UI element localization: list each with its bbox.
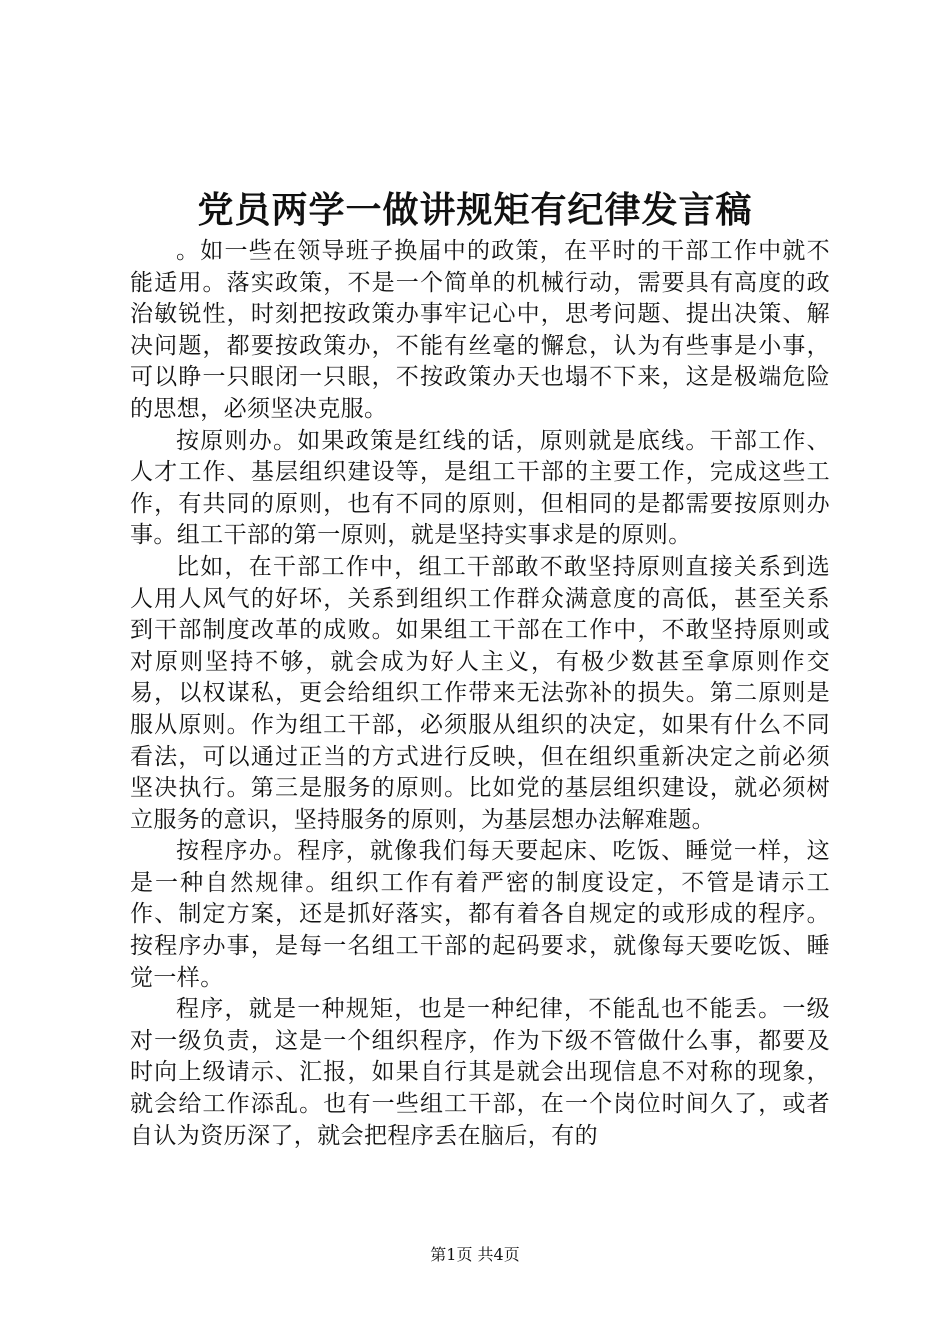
- paragraph: 。如一些在领导班子换届中的政策，在平时的干部工作中就不能适用。落实政策，不是一个简单的机械行动，需要具有高度的政治敏锐性，时刻把按政策办事牢记心中，思考问题、提出决策、解决问题，都要按政策办，不能有丝毫的懈怠，认为有些事是小事，可以睁一只眼闭一只眼，不按政策办天也塌不下来，这是极端危险的思想，必须坚决克服。: [130, 238, 830, 422]
- page-footer: 第1页 共4页: [430, 1245, 520, 1264]
- paragraph: 按程序办。程序，就像我们每天要起床、吃饭、睡觉一样，这是一种自然规律。组织工作有着严密的制度设定，不管是请示工作、制定方案，还是抓好落实，都有着各自规定的或形成的程序。按程序办事，是每一名组工干部的起码要求，就像每天要吃饭、睡觉一样。: [130, 838, 830, 991]
- paragraph: 按原则办。如果政策是红线的话，原则就是底线。干部工作、人才工作、基层组织建设等，是组工干部的主要工作，完成这些工作，有共同的原则，也有不同的原则，但相同的是都需要按原则办事。组工干部的第一原则，就是坚持实事求是的原则。: [130, 427, 830, 549]
- document-title: 党员两学一做讲规矩有纪律发言稿: [197, 189, 753, 231]
- paragraph: 比如，在干部工作中，组工干部敢不敢坚持原则直接关系到选人用人风气的好坏，关系到组织工作群众满意度的高低，甚至关系到干部制度改革的成败。如果组工干部在工作中，不敢坚持原则或对原则坚持不够，就会成为好人主义，有极少数甚至拿原则作交易，以权谋私，更会给组织工作带来无法弥补的损失。第二原则是服从原则。作为组工干部，必须服从组织的决定，如果有什么不同看法，可以通过正当的方式进行反映，但在组织重新决定之前必须坚决执行。第三是服务的原则。比如党的基层组织建设，就必须树立服务的意识，坚持服务的原则，为基层想办法解难题。: [130, 553, 830, 833]
- paragraph: 程序，就是一种规矩，也是一种纪律，不能乱也不能丢。一级对一级负责，这是一个组织程序，作为下级不管做什么事，都要及时向上级请示、汇报，如果自行其是就会出现信息不对称的现象，就会给工作添乱。也有一些组工干部，在一个岗位时间久了，或者自认为资历深了，就会把程序丢在脑后，有的: [130, 996, 830, 1149]
- document-body: [130, 236, 830, 1152]
